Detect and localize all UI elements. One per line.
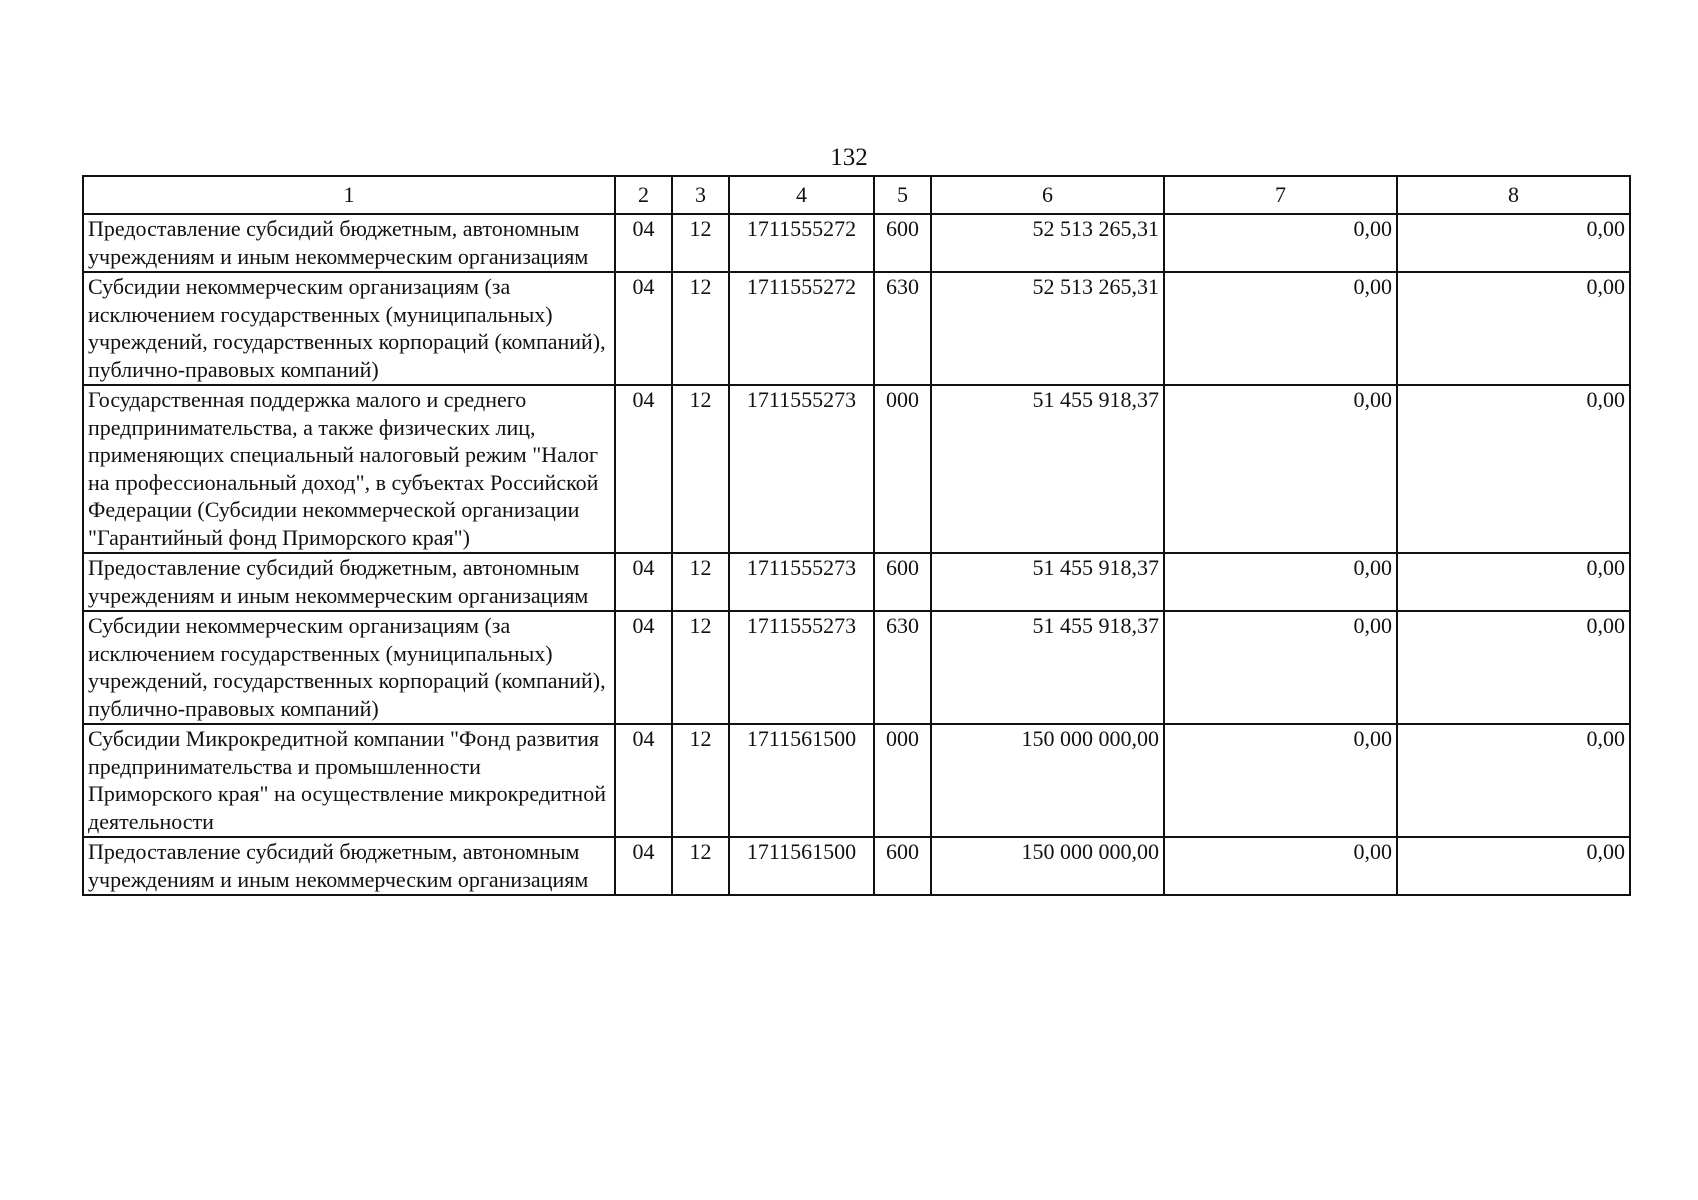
column-header: 4 [729, 176, 874, 214]
subsection-code: 12 [672, 553, 729, 611]
section-code: 04 [615, 553, 672, 611]
row-name: Предоставление субсидий бюджетным, автономным учреждениям и иным некоммерческим организациям [83, 837, 615, 895]
amount-col8: 0,00 [1397, 385, 1630, 553]
table-row [83, 272, 1630, 385]
subsection-code: 12 [672, 724, 729, 837]
expense-type-code: 600 [874, 553, 931, 611]
target-item-code: 1711561500 [729, 837, 874, 895]
expense-type-code: 630 [874, 611, 931, 724]
expense-type-code: 000 [874, 385, 931, 553]
table-row [83, 611, 1630, 724]
amount-col7: 0,00 [1164, 611, 1397, 724]
budget-table [82, 175, 1631, 896]
table-row [83, 724, 1630, 837]
subsection-code: 12 [672, 214, 729, 272]
amount-col7: 0,00 [1164, 837, 1397, 895]
target-item-code: 1711555273 [729, 611, 874, 724]
header-row [83, 176, 1630, 214]
target-item-code: 1711555273 [729, 553, 874, 611]
amount-col6: 51 455 918,37 [931, 385, 1164, 553]
amount-col8: 0,00 [1397, 214, 1630, 272]
subsection-code: 12 [672, 611, 729, 724]
column-header: 1 [83, 176, 615, 214]
table-row [83, 385, 1630, 553]
table-row [83, 553, 1630, 611]
row-name: Субсидии некоммерческим организациям (за исключением государственных (муниципальных) учреждений, государственных корпораций (компаний), публично-правовых компаний) [83, 272, 615, 385]
column-header: 3 [672, 176, 729, 214]
column-header: 5 [874, 176, 931, 214]
amount-col7: 0,00 [1164, 214, 1397, 272]
amount-col8: 0,00 [1397, 724, 1630, 837]
subsection-code: 12 [672, 385, 729, 553]
amount-col6: 52 513 265,31 [931, 272, 1164, 385]
amount-col6: 150 000 000,00 [931, 724, 1164, 837]
section-code: 04 [615, 837, 672, 895]
amount-col8: 0,00 [1397, 837, 1630, 895]
target-item-code: 1711555272 [729, 272, 874, 385]
column-header: 8 [1397, 176, 1630, 214]
section-code: 04 [615, 385, 672, 553]
expense-type-code: 600 [874, 214, 931, 272]
column-header: 6 [931, 176, 1164, 214]
target-item-code: 1711555273 [729, 385, 874, 553]
row-name: Субсидии Микрокредитной компании "Фонд развития предпринимательства и промышленности Приморского края" на осуществление микрокредитной деятельности [83, 724, 615, 837]
row-name: Предоставление субсидий бюджетным, автономным учреждениям и иным некоммерческим организациям [83, 553, 615, 611]
amount-col6: 51 455 918,37 [931, 553, 1164, 611]
amount-col8: 0,00 [1397, 611, 1630, 724]
row-name: Субсидии некоммерческим организациям (за исключением государственных (муниципальных) учреждений, государственных корпораций (компаний), публично-правовых компаний) [83, 611, 615, 724]
table-row [83, 837, 1630, 895]
column-header: 7 [1164, 176, 1397, 214]
subsection-code: 12 [672, 837, 729, 895]
amount-col7: 0,00 [1164, 724, 1397, 837]
table-row [83, 214, 1630, 272]
expense-type-code: 630 [874, 272, 931, 385]
amount-col6: 51 455 918,37 [931, 611, 1164, 724]
target-item-code: 1711561500 [729, 724, 874, 837]
amount-col8: 0,00 [1397, 272, 1630, 385]
page-number: 132 [830, 144, 868, 171]
row-name: Предоставление субсидий бюджетным, автономным учреждениям и иным некоммерческим организациям [83, 214, 615, 272]
column-header: 2 [615, 176, 672, 214]
target-item-code: 1711555272 [729, 214, 874, 272]
expense-type-code: 000 [874, 724, 931, 837]
amount-col8: 0,00 [1397, 553, 1630, 611]
subsection-code: 12 [672, 272, 729, 385]
amount-col7: 0,00 [1164, 272, 1397, 385]
expense-type-code: 600 [874, 837, 931, 895]
amount-col6: 150 000 000,00 [931, 837, 1164, 895]
amount-col7: 0,00 [1164, 553, 1397, 611]
section-code: 04 [615, 724, 672, 837]
amount-col6: 52 513 265,31 [931, 214, 1164, 272]
row-name: Государственная поддержка малого и среднего предпринимательства, а также физических лиц, применяющих специальный налоговый режим "Налог на профессиональный доход", в субъектах Российской Федерации (Субсидии некоммерческой организации "Гарантийный фонд Приморского края") [83, 385, 615, 553]
section-code: 04 [615, 272, 672, 385]
section-code: 04 [615, 214, 672, 272]
section-code: 04 [615, 611, 672, 724]
amount-col7: 0,00 [1164, 385, 1397, 553]
